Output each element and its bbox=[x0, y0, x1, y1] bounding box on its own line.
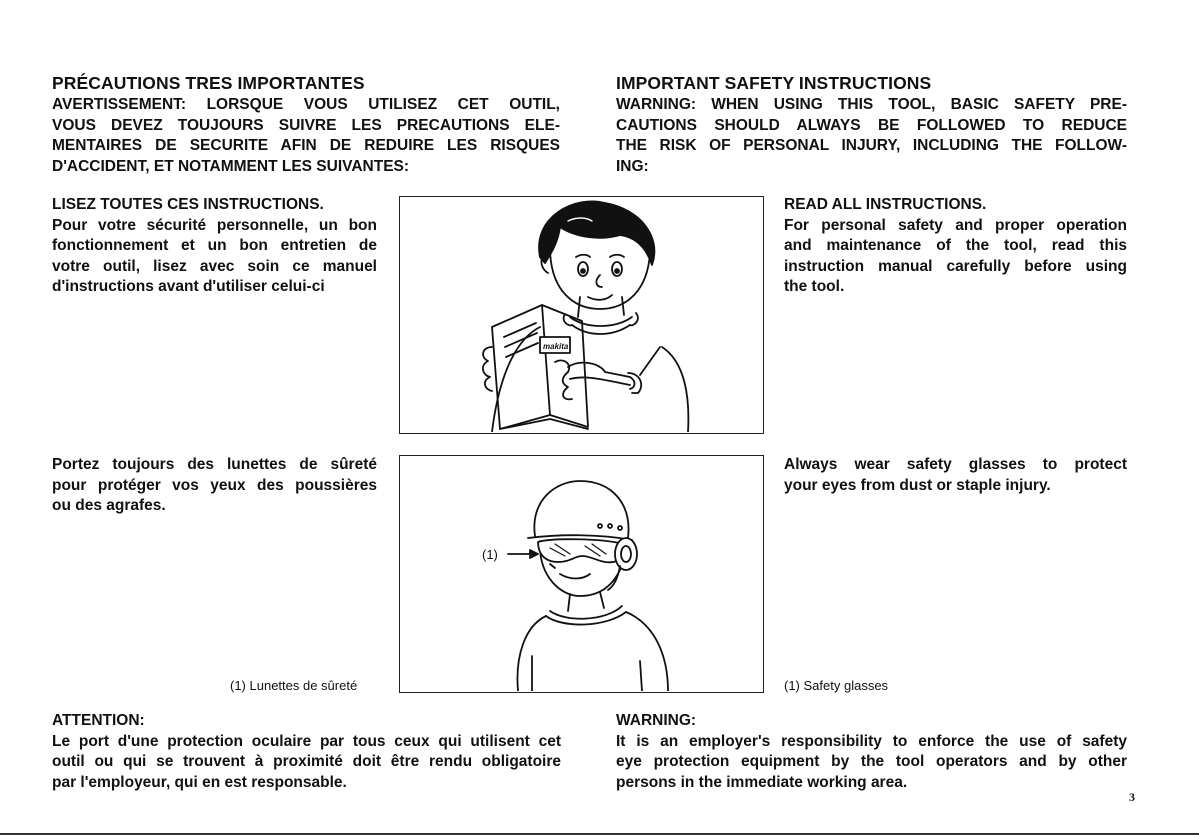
fr-warning-line: AVERTISSEMENT: LORSQUE VOUS UTILISEZ CET OUTIL, bbox=[52, 96, 560, 113]
en-read-line: the tool. bbox=[784, 278, 845, 295]
fr-glasses-line: pour protéger vos yeux des poussières bbox=[52, 476, 377, 494]
person-reading-manual-illustration bbox=[400, 197, 762, 432]
en-warning-section bbox=[616, 711, 1127, 793]
fr-read-line: d'instructions avant d'utiliser celui-ci bbox=[52, 278, 325, 295]
fr-read-line: Pour votre sécurité personnelle, un bon bbox=[52, 216, 377, 234]
en-glasses-line: Always wear safety glasses to protect bbox=[784, 456, 1127, 473]
page-number: 3 bbox=[1129, 790, 1135, 804]
en-read-section bbox=[784, 195, 1127, 298]
en-warning-line: CAUTIONS SHOULD ALWAYS BE FOLLOWED TO REDUCE bbox=[616, 116, 1127, 134]
en-warning-line: ING: bbox=[616, 157, 649, 175]
en-heading: IMPORTANT SAFETY INSTRUCTIONS bbox=[616, 73, 932, 93]
fr-read-line: votre outil, lisez avec soin ce manuel bbox=[52, 257, 377, 275]
fr-warning-line: D'ACCIDENT, ET NOTAMMENT LES SUIVANTES: bbox=[52, 157, 410, 175]
fr-read-section bbox=[52, 195, 377, 298]
fr-attention-section bbox=[52, 711, 561, 793]
fr-warning-line: VOUS DEVEZ TOUJOURS SUIVRE LES PRECAUTIONS ELE- bbox=[52, 116, 560, 134]
fr-glasses-line: Portez toujours des lunettes de sûreté bbox=[52, 456, 377, 473]
en-warning-body-line: It is an employer's responsibility to enforce the use of safety bbox=[616, 732, 1127, 750]
figure-reading-manual bbox=[399, 196, 764, 434]
en-warning-line: THE RISK OF PERSONAL INJURY, INCLUDING THE FOLLOW- bbox=[616, 137, 1127, 154]
book-logo: makita bbox=[543, 342, 569, 351]
en-warning-paragraph bbox=[616, 95, 1127, 177]
fr-attention-line: outil ou qui se trouvent à proximité doit être rendu obligatoire bbox=[52, 753, 561, 770]
fr-attention-line: par l'employeur, qui en est responsable. bbox=[52, 773, 347, 791]
fr-warning-paragraph bbox=[52, 95, 560, 177]
fr-glasses-line: ou des agrafes. bbox=[52, 497, 166, 514]
en-read-line: instruction manual carefully before using bbox=[784, 257, 1127, 275]
en-warning-line: WARNING: WHEN USING THIS TOOL, BASIC SAFETY PRE- bbox=[616, 96, 1127, 113]
en-read-line: For personal safety and proper operation bbox=[784, 216, 1127, 234]
fr-glasses-section bbox=[52, 455, 377, 517]
fr-warning-line: MENTAIRES DE SECURITE AFIN DE REDUIRE LES RISQUES bbox=[52, 137, 560, 154]
en-warning-body-line: persons in the immediate working area. bbox=[616, 773, 908, 791]
fr-attention-line: Le port d'une protection oculaire par tous ceux qui utilisent cet bbox=[52, 732, 561, 750]
en-read-title: READ ALL INSTRUCTIONS. bbox=[784, 196, 987, 213]
en-read-line: and maintenance of the tool, read this bbox=[784, 237, 1127, 254]
person-wearing-safety-glasses-illustration bbox=[400, 456, 762, 691]
fr-figure-caption: (1) Lunettes de sûreté bbox=[230, 678, 358, 693]
en-glasses-section bbox=[784, 455, 1127, 496]
en-glasses-line: your eyes from dust or staple injury. bbox=[784, 476, 1051, 494]
fr-heading: PRÉCAUTIONS TRES IMPORTANTES bbox=[52, 73, 365, 93]
en-warning-body-line: eye protection equipment by the tool operators and by other bbox=[616, 753, 1127, 770]
figure-callout-label: (1) bbox=[482, 547, 498, 562]
en-warning-title: WARNING: bbox=[616, 712, 697, 729]
en-figure-caption: (1) Safety glasses bbox=[784, 678, 889, 693]
figure-safety-glasses bbox=[399, 455, 764, 693]
fr-read-title: LISEZ TOUTES CES INSTRUCTIONS. bbox=[52, 196, 324, 213]
fr-attention-title: ATTENTION: bbox=[52, 712, 145, 729]
fr-read-line: fonctionnement et un bon entretien de bbox=[52, 237, 377, 254]
